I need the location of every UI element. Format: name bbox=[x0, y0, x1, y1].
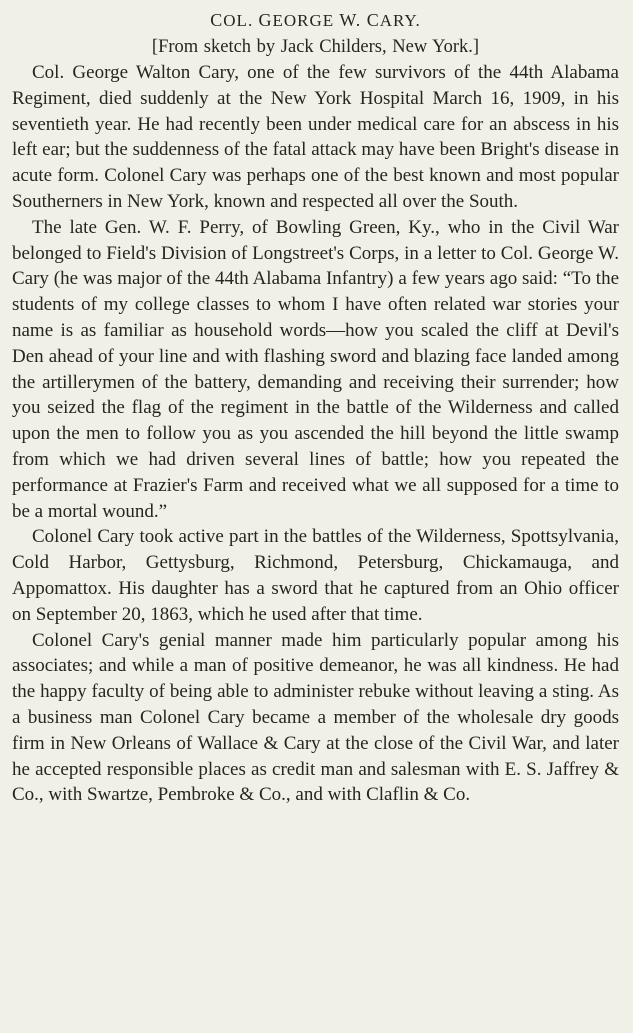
title-initial: G bbox=[258, 10, 273, 30]
title-text: ARY. bbox=[379, 11, 421, 30]
paragraph: Colonel Cary's genial manner made him particularly popular among his associates; and while a man of positive demeanor, he was all kindness. He had the happy faculty of being able to administer rebuke without leaving a sting. As a business man Colonel Cary became a member of the wholesale dry goods firm in New Orleans of Wallace & Cary at the close of the Civil War, and later he accepted responsible places as credit man and salesman with E. S. Jaffrey & Co., with Swartze, Pembroke & Co., and with Claflin & Co. bbox=[12, 629, 619, 806]
title-text: OL. bbox=[223, 11, 259, 30]
article-title bbox=[12, 6, 619, 34]
title-initial: C bbox=[210, 10, 224, 30]
paragraph: The late Gen. W. F. Perry, of Bowling Green, Ky., who in the Civil War belonged to Field's Division of Longstreet's Corps, in a letter to Col. George W. Cary (he was major of the 44th Alabama Infantry) a few years ago said: “To the students of my college classes to whom I have often related war stories your name is as familiar as household words—how you scaled the cliff at Devil's Den ahead of your line and with flashing sword and blazing face landed among the artillerymen of the battery, demanding and receiving their surrender; how you seized the flag of the regiment in the battle of the Wilderness and called upon the men to follow you as you ascended the hill beyond the little swamp from which we had driven several lines of battle; how you repeated the performance at Frazier's Farm and received what we all supposed for a time to be a mortal wound.” bbox=[12, 216, 619, 522]
title-initial: W. C bbox=[339, 10, 380, 30]
article-body bbox=[12, 60, 619, 808]
title-text: EORGE bbox=[272, 11, 340, 30]
paragraph: Col. George Walton Cary, one of the few survivors of the 44th Alabama Regiment, died suddenly at the New York Hospital March 16, 1909, in his seventieth year. He had recently been under medical care for an abscess in his left ear; but the suddenness of the fatal attack may have been Bright's disease in acute form. Colonel Cary was perhaps one of the best known and most popular Southerners in New York, known and respected all over the South. bbox=[12, 62, 619, 212]
paragraph: Colonel Cary took active part in the battles of the Wilderness, Spottsylvania, Cold Harbor, Gettysburg, Richmond, Petersburg, Chickamauga, and Appomattox. His daughter has a sword that he captured from an Ohio officer on September 20, 1863, which he used after that time. bbox=[12, 526, 619, 625]
article-source-line: [From sketch by Jack Childers, New York.] bbox=[151, 37, 480, 57]
